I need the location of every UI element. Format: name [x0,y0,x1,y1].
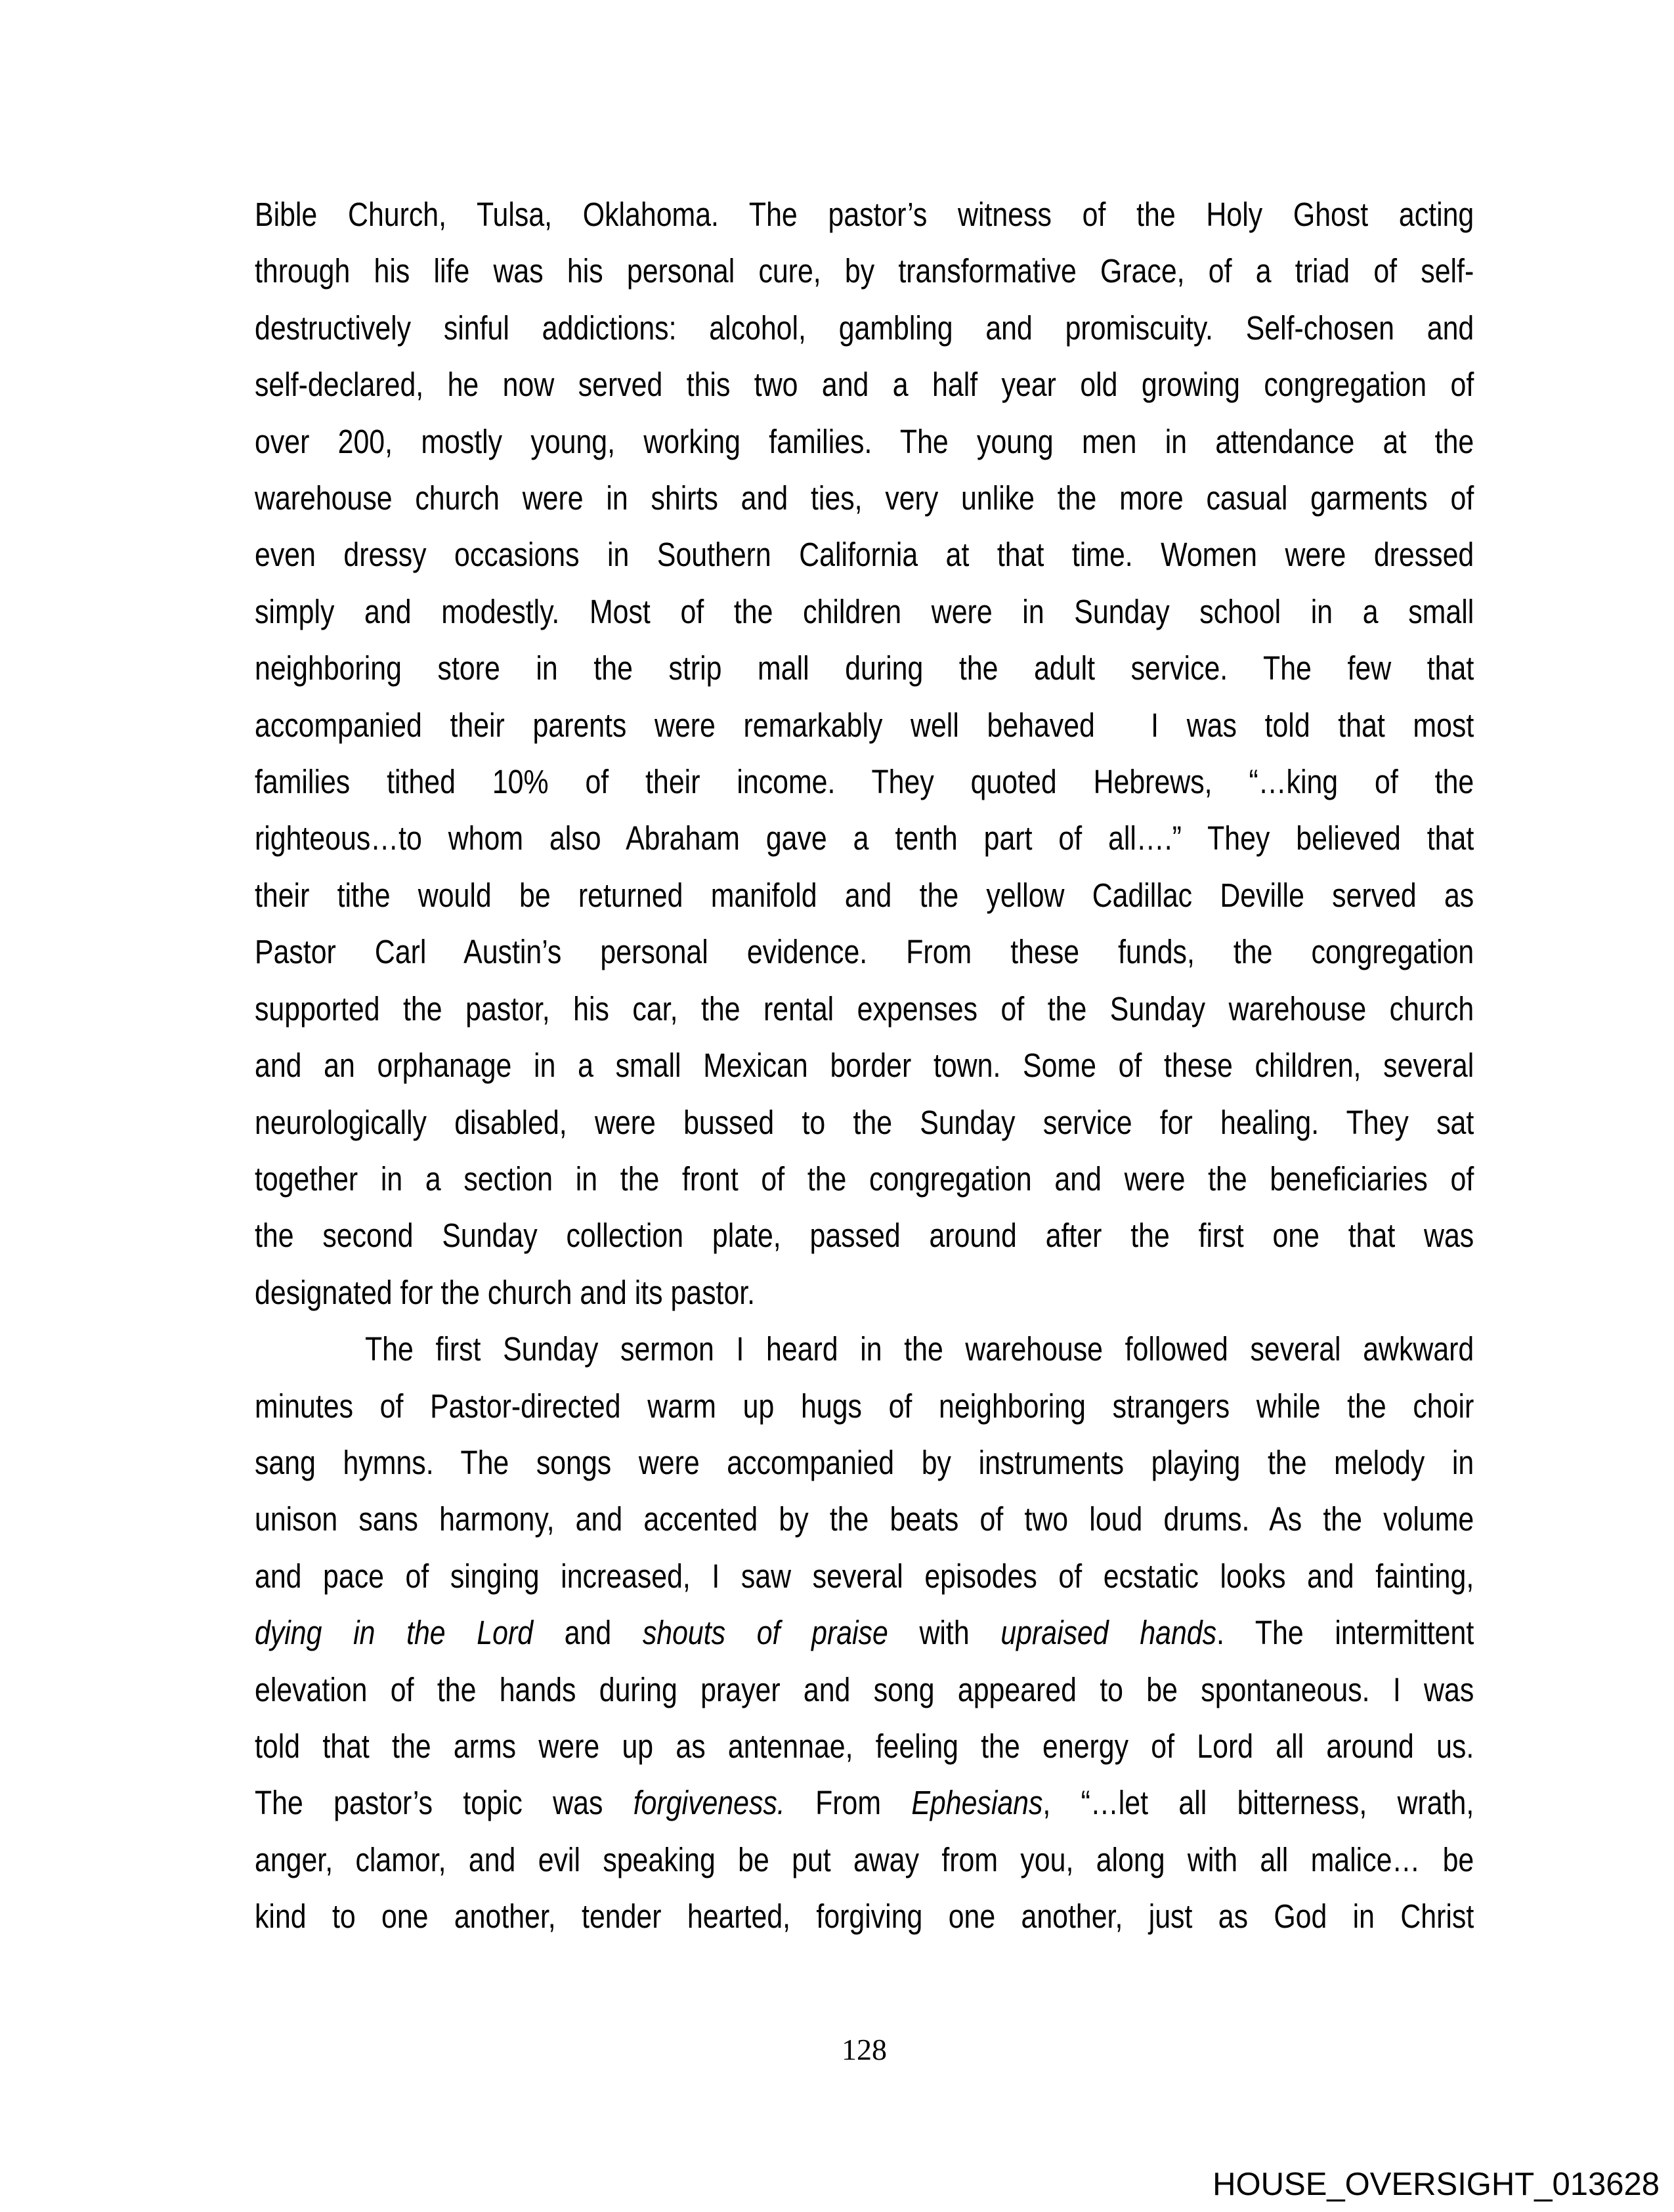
text-line [255,1832,1474,1888]
italic-text-segment: Ephesians [911,1784,1043,1822]
text-line [255,697,1474,754]
text-segment: through his life was his personal cure, by transformative Grace, of a triad of self- [255,252,1474,290]
italic-text-segment: dying in the Lord [255,1614,534,1652]
text-segment: destructively sinful addictions: alcohol, gambling and promiscuity. Self-chosen and [255,309,1474,347]
text-segment: and an orphanage in a small Mexican border town. Some of these children, several [255,1047,1474,1085]
text-line [255,1151,1474,1207]
text-line [255,1662,1474,1718]
text-line [255,527,1474,583]
text-line [255,754,1474,810]
text-line [255,1605,1474,1661]
text-line [255,640,1474,697]
italic-text-segment: forgiveness. [633,1784,785,1822]
page-number: 128 [842,2033,887,2066]
text-line [255,584,1474,640]
italic-text-segment: upraised hands [1000,1614,1217,1652]
text-segment: neighboring store in the strip mall during the adult service. The few that [255,649,1474,687]
paragraph [255,1321,1474,1945]
text-segment: , “…let all bitterness, wrath, [1042,1784,1474,1822]
text-segment: their tithe would be returned manifold and the yellow Cadillac Deville served as [255,876,1474,914]
text-segment: self-declared, he now served this two and a half year old growing congregation of [255,366,1474,404]
text-line [255,1548,1474,1605]
text-line [255,1095,1474,1151]
text-segment: . The intermittent [1216,1614,1474,1652]
text-segment: neurologically disabled, were bussed to the Sunday service for healing. They sat [255,1103,1474,1141]
text-line [255,243,1474,299]
text-segment: From [784,1784,912,1822]
text-segment: elevation of the hands during prayer and song appeared to be spontaneous. I was [255,1670,1474,1708]
text-line [255,810,1474,867]
text-line [255,186,1474,243]
text-segment: kind to one another, tender hearted, forgiving one another, just as God in Christ [255,1898,1474,1936]
text-segment: unison sans harmony, and accented by the beats of two loud drums. As the volume [255,1500,1474,1538]
paragraph [255,186,1474,1321]
text-line [255,1775,1474,1831]
text-segment: simply and modestly. Most of the children were in Sunday school in a small [255,592,1474,630]
text-segment: and [533,1614,643,1652]
text-segment: The first Sunday sermon I heard in the warehouse followed several awkward [365,1330,1474,1368]
text-segment: The pastor’s topic was [255,1784,633,1822]
text-segment: accompanied their parents were remarkably well behaved I was told that most [255,706,1474,744]
text-segment: designated for the church and its pastor. [255,1273,756,1311]
text-segment: minutes of Pastor-directed warm up hugs of neighboring strangers while the choir [255,1387,1474,1425]
italic-text-segment: shouts of praise [642,1614,888,1652]
text-segment: anger, clamor, and evil speaking be put away from you, along with all malice… be [255,1840,1474,1878]
text-line [255,1321,1474,1377]
text-segment: warehouse church were in shirts and ties, very unlike the more casual garments of [255,479,1474,517]
text-line [255,1718,1474,1775]
text-line [255,1491,1474,1548]
text-line [255,867,1474,924]
text-segment: told that the arms were up as antennae, feeling the energy of Lord all around us. [255,1727,1474,1765]
text-line [255,300,1474,357]
text-line [255,1888,1474,1945]
text-line [255,1037,1474,1094]
text-segment: Pastor Carl Austin’s personal evidence. From these funds, the congregation [255,933,1474,971]
text-line [255,1207,1474,1264]
text-line [255,470,1474,527]
text-segment: sang hymns. The songs were accompanied by instruments playing the melody in [255,1443,1474,1481]
text-segment: the second Sunday collection plate, passed around after the first one that was [255,1217,1474,1255]
text-segment: righteous…to whom also Abraham gave a tenth part of all….” They believed that [255,819,1474,857]
text-line [255,1265,1474,1321]
text-segment: Bible Church, Tulsa, Oklahoma. The pastor’s witness of the Holy Ghost acting [255,196,1474,233]
text-segment: even dressy occasions in Southern California at that time. Women were dressed [255,536,1474,574]
text-line [255,924,1474,980]
text-segment: together in a section in the front of the congregation and were the beneficiaries of [255,1160,1474,1198]
text-line [255,357,1474,413]
document-body [255,186,1474,1945]
text-line [255,1435,1474,1491]
text-line [255,981,1474,1037]
text-segment: and pace of singing increased, I saw several episodes of ecstatic looks and fainting, [255,1557,1474,1595]
text-segment: over 200, mostly young, working families. The young men in attendance at the [255,422,1474,460]
bates-stamp: HOUSE_OVERSIGHT_013628 [1213,2167,1660,2202]
text-segment: families tithed 10% of their income. They quoted Hebrews, “…king of the [255,763,1474,801]
text-line [255,1378,1474,1435]
text-line [255,414,1474,470]
text-segment: supported the pastor, his car, the rental expenses of the Sunday warehouse church [255,989,1474,1028]
text-segment: with [888,1614,1001,1652]
